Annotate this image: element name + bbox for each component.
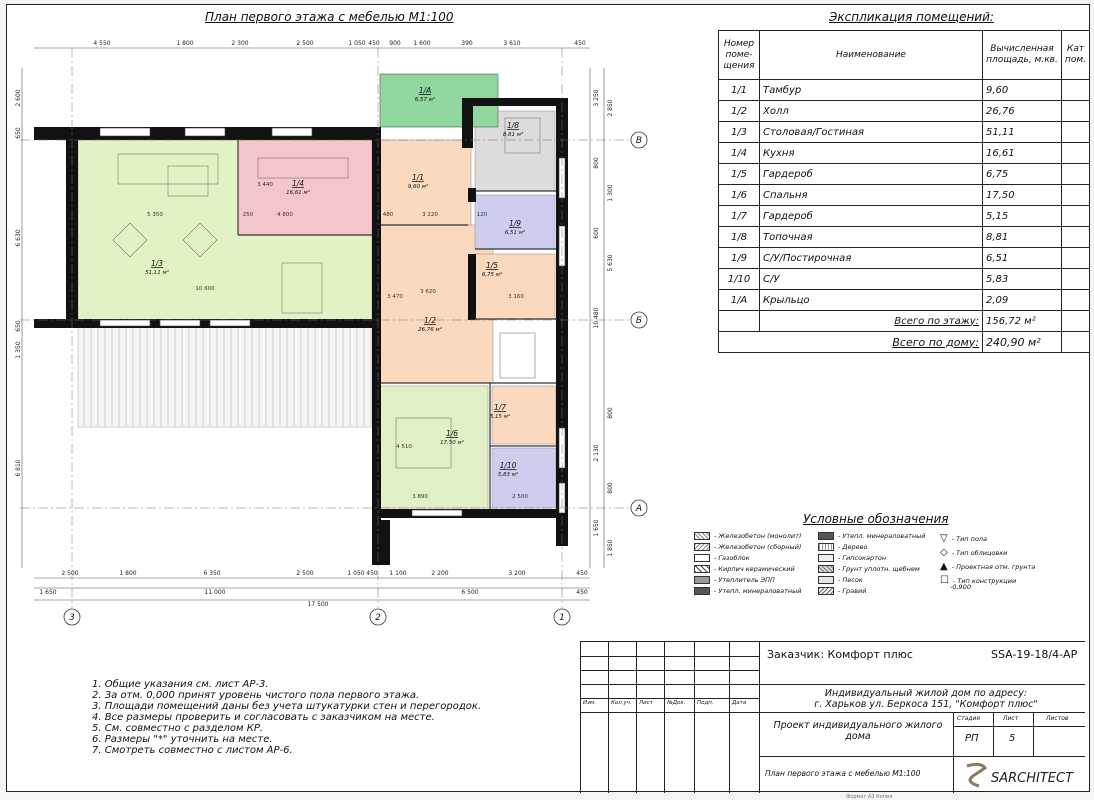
legend-symbol-icon: ☐ xyxy=(940,575,949,586)
legend-swatch xyxy=(818,554,834,562)
sheets-header: Листов xyxy=(1046,715,1069,722)
room-area: 2,09 xyxy=(983,290,1062,311)
room-id: 1/6 xyxy=(445,429,459,438)
explication-row xyxy=(719,206,1090,227)
title-block xyxy=(580,641,1085,793)
room-number: 1/7 xyxy=(719,206,760,227)
axis-a: А xyxy=(635,504,643,514)
total-floor: 156,72 м² xyxy=(983,311,1062,332)
legend-item xyxy=(818,532,926,540)
note-line: 2. За отм. 0,000 принят уровень чистого пола первого этажа. xyxy=(92,690,420,701)
legend-symbol-item xyxy=(940,561,1035,572)
legend-symbol-label: - Тип конструкции xyxy=(952,576,1017,585)
dim-right: 3 250 xyxy=(593,89,600,107)
dim-bottom: 1 800 xyxy=(119,570,137,577)
revision-col-header: №Док. xyxy=(667,700,686,706)
legend-symbol-icon: ▲ xyxy=(940,561,948,572)
legend-label: - Железобетон (монолит) xyxy=(714,532,802,540)
explication-row xyxy=(719,164,1090,185)
legend-label: - Железобетон (сборный) xyxy=(714,543,802,551)
legend-symbol-icon: ▽ xyxy=(940,533,948,544)
revision-col-header: Изм. xyxy=(583,700,596,706)
explication-row xyxy=(719,143,1090,164)
dim-bottom: 1 100 xyxy=(389,570,407,577)
room-name: Крыльцо xyxy=(760,290,983,311)
col-area: Вычисленная площадь, м.кв. xyxy=(983,31,1062,80)
dim-bottom-2: 1 650 xyxy=(39,589,57,596)
room-area: 51,11 xyxy=(983,122,1062,143)
legend-swatch xyxy=(818,565,834,573)
dim-left: 650 xyxy=(15,320,22,332)
dim-right: 2 850 xyxy=(607,99,614,117)
inner-dim: 2 500 xyxy=(512,494,528,500)
room-area: 5,15 xyxy=(983,206,1062,227)
room-area: 16,61 м² xyxy=(286,190,310,196)
room-area: 6,75 м² xyxy=(481,272,503,278)
inner-dim: 3 440 xyxy=(257,182,273,188)
legend-item xyxy=(694,532,801,540)
total-house: 240,90 м² xyxy=(983,332,1062,353)
explication-row xyxy=(719,227,1090,248)
room-area: 16,61 xyxy=(983,143,1062,164)
level-mark: -0,900 xyxy=(950,583,971,591)
legend-item xyxy=(694,543,801,551)
legend-swatch xyxy=(694,587,710,595)
dim-bottom-2: 11 000 xyxy=(204,589,226,596)
svg-text:SARCHITECT: SARCHITECT xyxy=(991,771,1074,786)
dim-top: 2 300 xyxy=(231,40,249,47)
stage-text: Проект индивидуального жилого дома xyxy=(773,720,943,742)
explication-title: Экспликация помещений: xyxy=(829,10,994,24)
address-line: г. Харьков ул. Беркоса 151, "Комфорт плюс" xyxy=(814,699,1038,710)
room-id: 1/9 xyxy=(508,219,522,228)
legend-swatch xyxy=(818,532,834,540)
dim-top: 1 050 xyxy=(348,40,366,47)
room-area: 26,76 xyxy=(983,101,1062,122)
room-area: 9,60 м² xyxy=(407,184,429,190)
note-line: 7. Смотреть совместно с листом АР-6. xyxy=(92,745,293,756)
axis-2: 2 xyxy=(375,613,381,623)
room-name: Гардероб xyxy=(760,206,983,227)
legend-label: - Утепл. минераловатный xyxy=(838,532,926,540)
room-number: 1/8 xyxy=(719,227,760,248)
room-area: 5,83 xyxy=(983,269,1062,290)
room-area: 9,60 xyxy=(983,80,1062,101)
legend-label: - Утеплитель ЭПП xyxy=(714,576,775,584)
room-category xyxy=(1062,290,1090,311)
room-area: 6,51 xyxy=(983,248,1062,269)
room-number: 1/3 xyxy=(719,122,760,143)
dim-top: 1 600 xyxy=(413,40,431,47)
dim-right: 800 xyxy=(593,157,600,169)
room-category xyxy=(1062,101,1090,122)
dim-top: 900 xyxy=(389,40,401,47)
dim-top: 2 500 xyxy=(296,40,314,47)
total-house-label: Всего по дому: xyxy=(760,332,983,353)
dim-top: 390 xyxy=(461,40,473,47)
dim-right: 800 xyxy=(607,482,614,494)
legend-item xyxy=(818,576,863,584)
legend-symbol-icon: ◇ xyxy=(940,547,948,558)
room-name: Тамбур xyxy=(760,80,983,101)
legend-swatch xyxy=(818,576,834,584)
axis-b: Б xyxy=(635,316,643,326)
axis-1: 1 xyxy=(559,613,565,623)
inner-dim: 120 xyxy=(476,212,488,218)
legend-swatch xyxy=(818,587,834,595)
legend-item xyxy=(694,576,775,584)
revision-col-header: Подп. xyxy=(697,700,714,706)
dim-right: 1 650 xyxy=(593,519,600,537)
legend-swatch xyxy=(694,565,710,573)
legend-swatch xyxy=(818,543,834,551)
room-id: 1/2 xyxy=(423,316,437,325)
inner-dim: 480 xyxy=(382,212,394,218)
legend-item xyxy=(694,554,750,562)
logo-mark xyxy=(961,760,1081,790)
room-number: 1/5 xyxy=(719,164,760,185)
dim-right: 1 850 xyxy=(607,539,614,557)
revision-col-header: Дата xyxy=(732,700,747,706)
note-line: 3. Площади помещений даны без учета штукатурки стен и перегородок. xyxy=(92,701,482,712)
legend-title: Условные обозначения xyxy=(803,512,949,526)
dim-bottom: 3 200 xyxy=(508,570,526,577)
col-number: Номер поме- щения xyxy=(719,31,760,80)
room-category xyxy=(1062,248,1090,269)
room-name: С/У xyxy=(760,269,983,290)
inner-dim: 3 220 xyxy=(422,212,438,218)
room-area: 6,75 xyxy=(983,164,1062,185)
room-category xyxy=(1062,185,1090,206)
room-name: Гардероб xyxy=(760,164,983,185)
inner-dim: 3 890 xyxy=(412,494,428,500)
room-category xyxy=(1062,269,1090,290)
room-category xyxy=(1062,143,1090,164)
legend-item xyxy=(818,554,886,562)
dim-bottom-2: 450 xyxy=(576,589,588,596)
dim-top: 4 550 xyxy=(93,40,111,47)
legend-swatch xyxy=(694,554,710,562)
dim-left: 6 630 xyxy=(15,229,22,247)
room-name: Спальня xyxy=(760,185,983,206)
dim-left: 650 xyxy=(15,127,22,139)
room-id: 1/4 xyxy=(291,179,305,188)
room-area: 26,76 м² xyxy=(418,327,442,333)
terrace-hatch xyxy=(78,325,374,427)
legend-symbol-label: - Проектная отм. грунта xyxy=(951,562,1036,571)
dim-bottom: 450 xyxy=(366,570,378,577)
explication-row xyxy=(719,80,1090,101)
sheet-header: Лист xyxy=(1003,715,1019,722)
room-number: 1/10 xyxy=(719,269,760,290)
legend-swatch xyxy=(694,543,710,551)
dim-right: 1 300 xyxy=(607,184,614,202)
legend-label: - Утепл. минераловатный xyxy=(714,587,802,595)
dim-right: 800 xyxy=(607,407,614,419)
dim-right: 10 480 xyxy=(593,307,600,329)
legend-item xyxy=(694,587,802,595)
room-category xyxy=(1062,206,1090,227)
legend-item xyxy=(694,565,795,573)
dim-right: 2 130 xyxy=(593,444,600,462)
dim-left: 2 600 xyxy=(15,89,22,107)
inner-dim: 10 600 xyxy=(195,286,215,292)
room-area: 6,57 м² xyxy=(414,97,436,103)
room-id: 1/8 xyxy=(506,121,520,130)
room-category xyxy=(1062,164,1090,185)
room-name: Топочная xyxy=(760,227,983,248)
dim-bottom: 6 350 xyxy=(203,570,221,577)
room-area: 6,51 м² xyxy=(504,230,526,236)
legend-symbol-label: - Тип пола xyxy=(951,534,987,543)
col-name: Наименование xyxy=(760,31,983,80)
legend-label: - Гравий xyxy=(838,587,867,595)
explication-row xyxy=(719,101,1090,122)
explication-table xyxy=(718,30,1090,353)
note-line: 5. См. совместно с разделом КР. xyxy=(92,723,264,734)
legend-label: - Газоблок xyxy=(714,554,750,562)
dim-left: 1 350 xyxy=(15,341,22,359)
legend-label: - Дерево xyxy=(838,543,868,551)
legend-symbol-label: - Тип облицовки xyxy=(951,548,1008,557)
room-area: 8,81 м² xyxy=(502,132,524,138)
dim-bottom-total: 17 500 xyxy=(307,601,329,608)
dim-bottom: 450 xyxy=(576,570,588,577)
revision-col-header: Лист xyxy=(639,700,653,706)
sheet-title: План первого этажа с мебелью М1:100 xyxy=(765,769,921,778)
inner-dim: 3 470 xyxy=(387,294,403,300)
dim-bottom: 2 500 xyxy=(296,570,314,577)
general-notes xyxy=(92,679,481,756)
room-area: 8,81 xyxy=(983,227,1062,248)
room-number: 1/4 xyxy=(719,143,760,164)
room-category xyxy=(1062,122,1090,143)
inner-dim: 5 350 xyxy=(147,212,163,218)
room-number: 1/9 xyxy=(719,248,760,269)
room-area: 5,83 м² xyxy=(497,472,519,478)
explication-row xyxy=(719,122,1090,143)
dim-right: 600 xyxy=(593,227,600,239)
inner-dim: 250 xyxy=(242,212,254,218)
room-name: С/У/Постирочная xyxy=(760,248,983,269)
room-number: 1/2 xyxy=(719,101,760,122)
floor-plan xyxy=(0,28,710,648)
dim-right: 5 630 xyxy=(607,254,614,272)
dim-bottom: 2 500 xyxy=(61,570,79,577)
explication-row xyxy=(719,290,1090,311)
inner-dim: 4 800 xyxy=(277,212,293,218)
project-code: SSA-19-18/4-АР xyxy=(991,648,1078,661)
legend-swatch xyxy=(694,532,710,540)
legend-item xyxy=(818,587,866,595)
dim-top: 450 xyxy=(574,40,586,47)
col-cat: Кат пом. xyxy=(1062,31,1090,80)
legend-symbol-item xyxy=(940,547,1007,558)
dim-left: 6 810 xyxy=(15,459,22,477)
legend-item xyxy=(818,565,920,573)
dim-top: 3 610 xyxy=(503,40,521,47)
plan-title: План первого этажа с мебелью М1:100 xyxy=(205,10,454,24)
explication-row xyxy=(719,248,1090,269)
legend-swatch xyxy=(694,576,710,584)
customer: Заказчик: Комфорт плюс xyxy=(767,648,913,661)
explication-row xyxy=(719,185,1090,206)
legend-label: - Кирпич керамический xyxy=(714,565,795,573)
note-line: 4. Все размеры проверить и согласовать с заказчиком на месте. xyxy=(92,712,435,723)
legend-symbol-item xyxy=(940,533,987,544)
room-number: 1/6 xyxy=(719,185,760,206)
object-line: Индивидуальный жилой дом по адресу: xyxy=(824,688,1028,699)
dim-top: 1 800 xyxy=(176,40,194,47)
room-number: 1/1 xyxy=(719,80,760,101)
room-area: 17,50 xyxy=(983,185,1062,206)
company-logo xyxy=(961,760,1081,790)
legend-item xyxy=(818,543,867,551)
room-bedroom xyxy=(378,386,488,508)
room-name: Холл xyxy=(760,101,983,122)
room-number: 1/А xyxy=(719,290,760,311)
axis-v: В xyxy=(635,136,643,146)
stage-header: Стадия xyxy=(957,715,981,722)
inner-dim: 3 620 xyxy=(420,289,436,295)
legend-label: - Гипсокартон xyxy=(838,554,887,562)
dim-top: 450 xyxy=(368,40,380,47)
note-line: 1. Общие указания см. лист АР-3. xyxy=(92,679,269,690)
total-floor-label: Всего по этажу: xyxy=(760,311,983,332)
footer: Формат А3 Копия xyxy=(846,794,893,800)
room-id: 1/7 xyxy=(493,403,507,412)
legend-label: - Грунт уплотн. щебнем xyxy=(838,565,920,573)
axis-3: 3 xyxy=(69,613,75,623)
room-area: 51,11 м² xyxy=(145,270,169,276)
dim-bottom-2: 6 500 xyxy=(461,589,479,596)
room-category xyxy=(1062,227,1090,248)
room-id: 1/10 xyxy=(499,461,517,470)
dim-bottom: 1 050 xyxy=(347,570,365,577)
room-id: 1/5 xyxy=(485,261,499,270)
explication-row xyxy=(719,269,1090,290)
stage-value: РП xyxy=(965,733,979,744)
room-category xyxy=(1062,80,1090,101)
room-id: 1/1 xyxy=(411,173,425,182)
room-id: 1/3 xyxy=(150,259,164,268)
sheet-value: 5 xyxy=(1009,733,1016,744)
inner-dim: 3 160 xyxy=(508,294,524,300)
room-name: Кухня xyxy=(760,143,983,164)
revision-col-header: Кол.уч. xyxy=(611,700,632,706)
inner-dim: 4 510 xyxy=(396,444,412,450)
room-area: 17,50 м² xyxy=(440,440,464,446)
room-area: 5,15 м² xyxy=(489,414,511,420)
room-name: Столовая/Гостиная xyxy=(760,122,983,143)
room-id: 1/А xyxy=(418,86,432,95)
dim-bottom: 2 200 xyxy=(431,570,449,577)
legend-label: - Песок xyxy=(838,576,863,584)
note-line: 6. Размеры "*" уточнить на месте. xyxy=(92,734,273,745)
